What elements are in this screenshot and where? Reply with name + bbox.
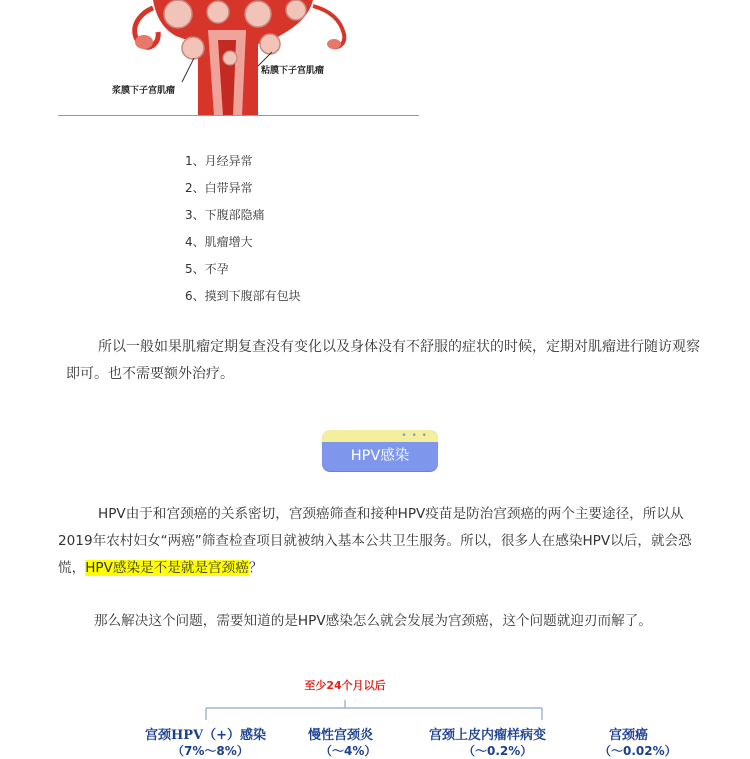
stage-chronic-cervicitis-rate: （～4%） (320, 744, 377, 758)
stage-cervical-cancer-rate: （～0.02%） (599, 744, 677, 758)
label-submucosal-fibroid: 粘膜下子宫肌瘤 (261, 66, 325, 76)
paragraph-followup: 所以一般如果肌瘤定期复查没有变化以及身体没有不舒服的症状的时候，定期对肌瘤进行随访观察即可。也不需要额外治疗。 (66, 339, 700, 382)
stage-cin-rate: （～0.2%） (463, 744, 533, 758)
stage-cervical-cancer: 宫颈癌 (609, 728, 649, 743)
list-item: 3、下腹部隐痛 (185, 208, 265, 222)
list-item: 6、摸到下腹部有包块 (185, 289, 301, 303)
label-serosal-fibroid: 浆膜下子宫肌瘤 (112, 86, 176, 96)
hpv-progression-flowchart (0, 660, 750, 758)
stage-hpv-infection-rate: （7%～8%） (172, 744, 249, 758)
highlighted-question: HPV感染是不是就是宫颈癌 (85, 560, 249, 576)
paragraph-hpv (58, 501, 710, 582)
list-item: 2、白带异常 (185, 181, 253, 195)
flowchart-title: 至少24个月以后 (304, 679, 386, 692)
list-item: 1、月经异常 (185, 154, 253, 168)
uterine-fibroid-illustration (58, 0, 419, 116)
list-item: 5、不孕 (185, 262, 229, 276)
section-title: HPV感染 (350, 448, 410, 464)
symptom-list (185, 148, 301, 310)
uterus-drawing (58, 0, 419, 116)
section-badge-hpv (322, 430, 438, 471)
stage-chronic-cervicitis: 慢性宫颈炎 (308, 728, 374, 743)
paragraph-question: 那么解决这个问题，需要知道的是HPV感染怎么就会发展为宫颈癌，这个问题就迎刃而解了。 (94, 613, 652, 629)
figure-divider (58, 115, 419, 116)
stage-cin: 宫颈上皮内瘤样病变 (429, 728, 547, 743)
badge-dots-icon: • • • (401, 431, 428, 441)
list-item: 4、肌瘤增大 (185, 235, 253, 249)
paragraph-hpv-text: HPV由于和宫颈癌的关系密切，宫颈癌筛查和接种HPV疫苗是防治宫颈癌的两个主要途径，所以从2019年农村妇女“两癌”筛查检查项目就被纳入基本公共卫生服务。所以，很多人在感染HPV以后，就会恐慌， (58, 506, 692, 576)
paragraph-hpv-end: ？ (248, 560, 263, 576)
stage-hpv-infection: 宫颈HPV（+）感染 (145, 728, 267, 743)
